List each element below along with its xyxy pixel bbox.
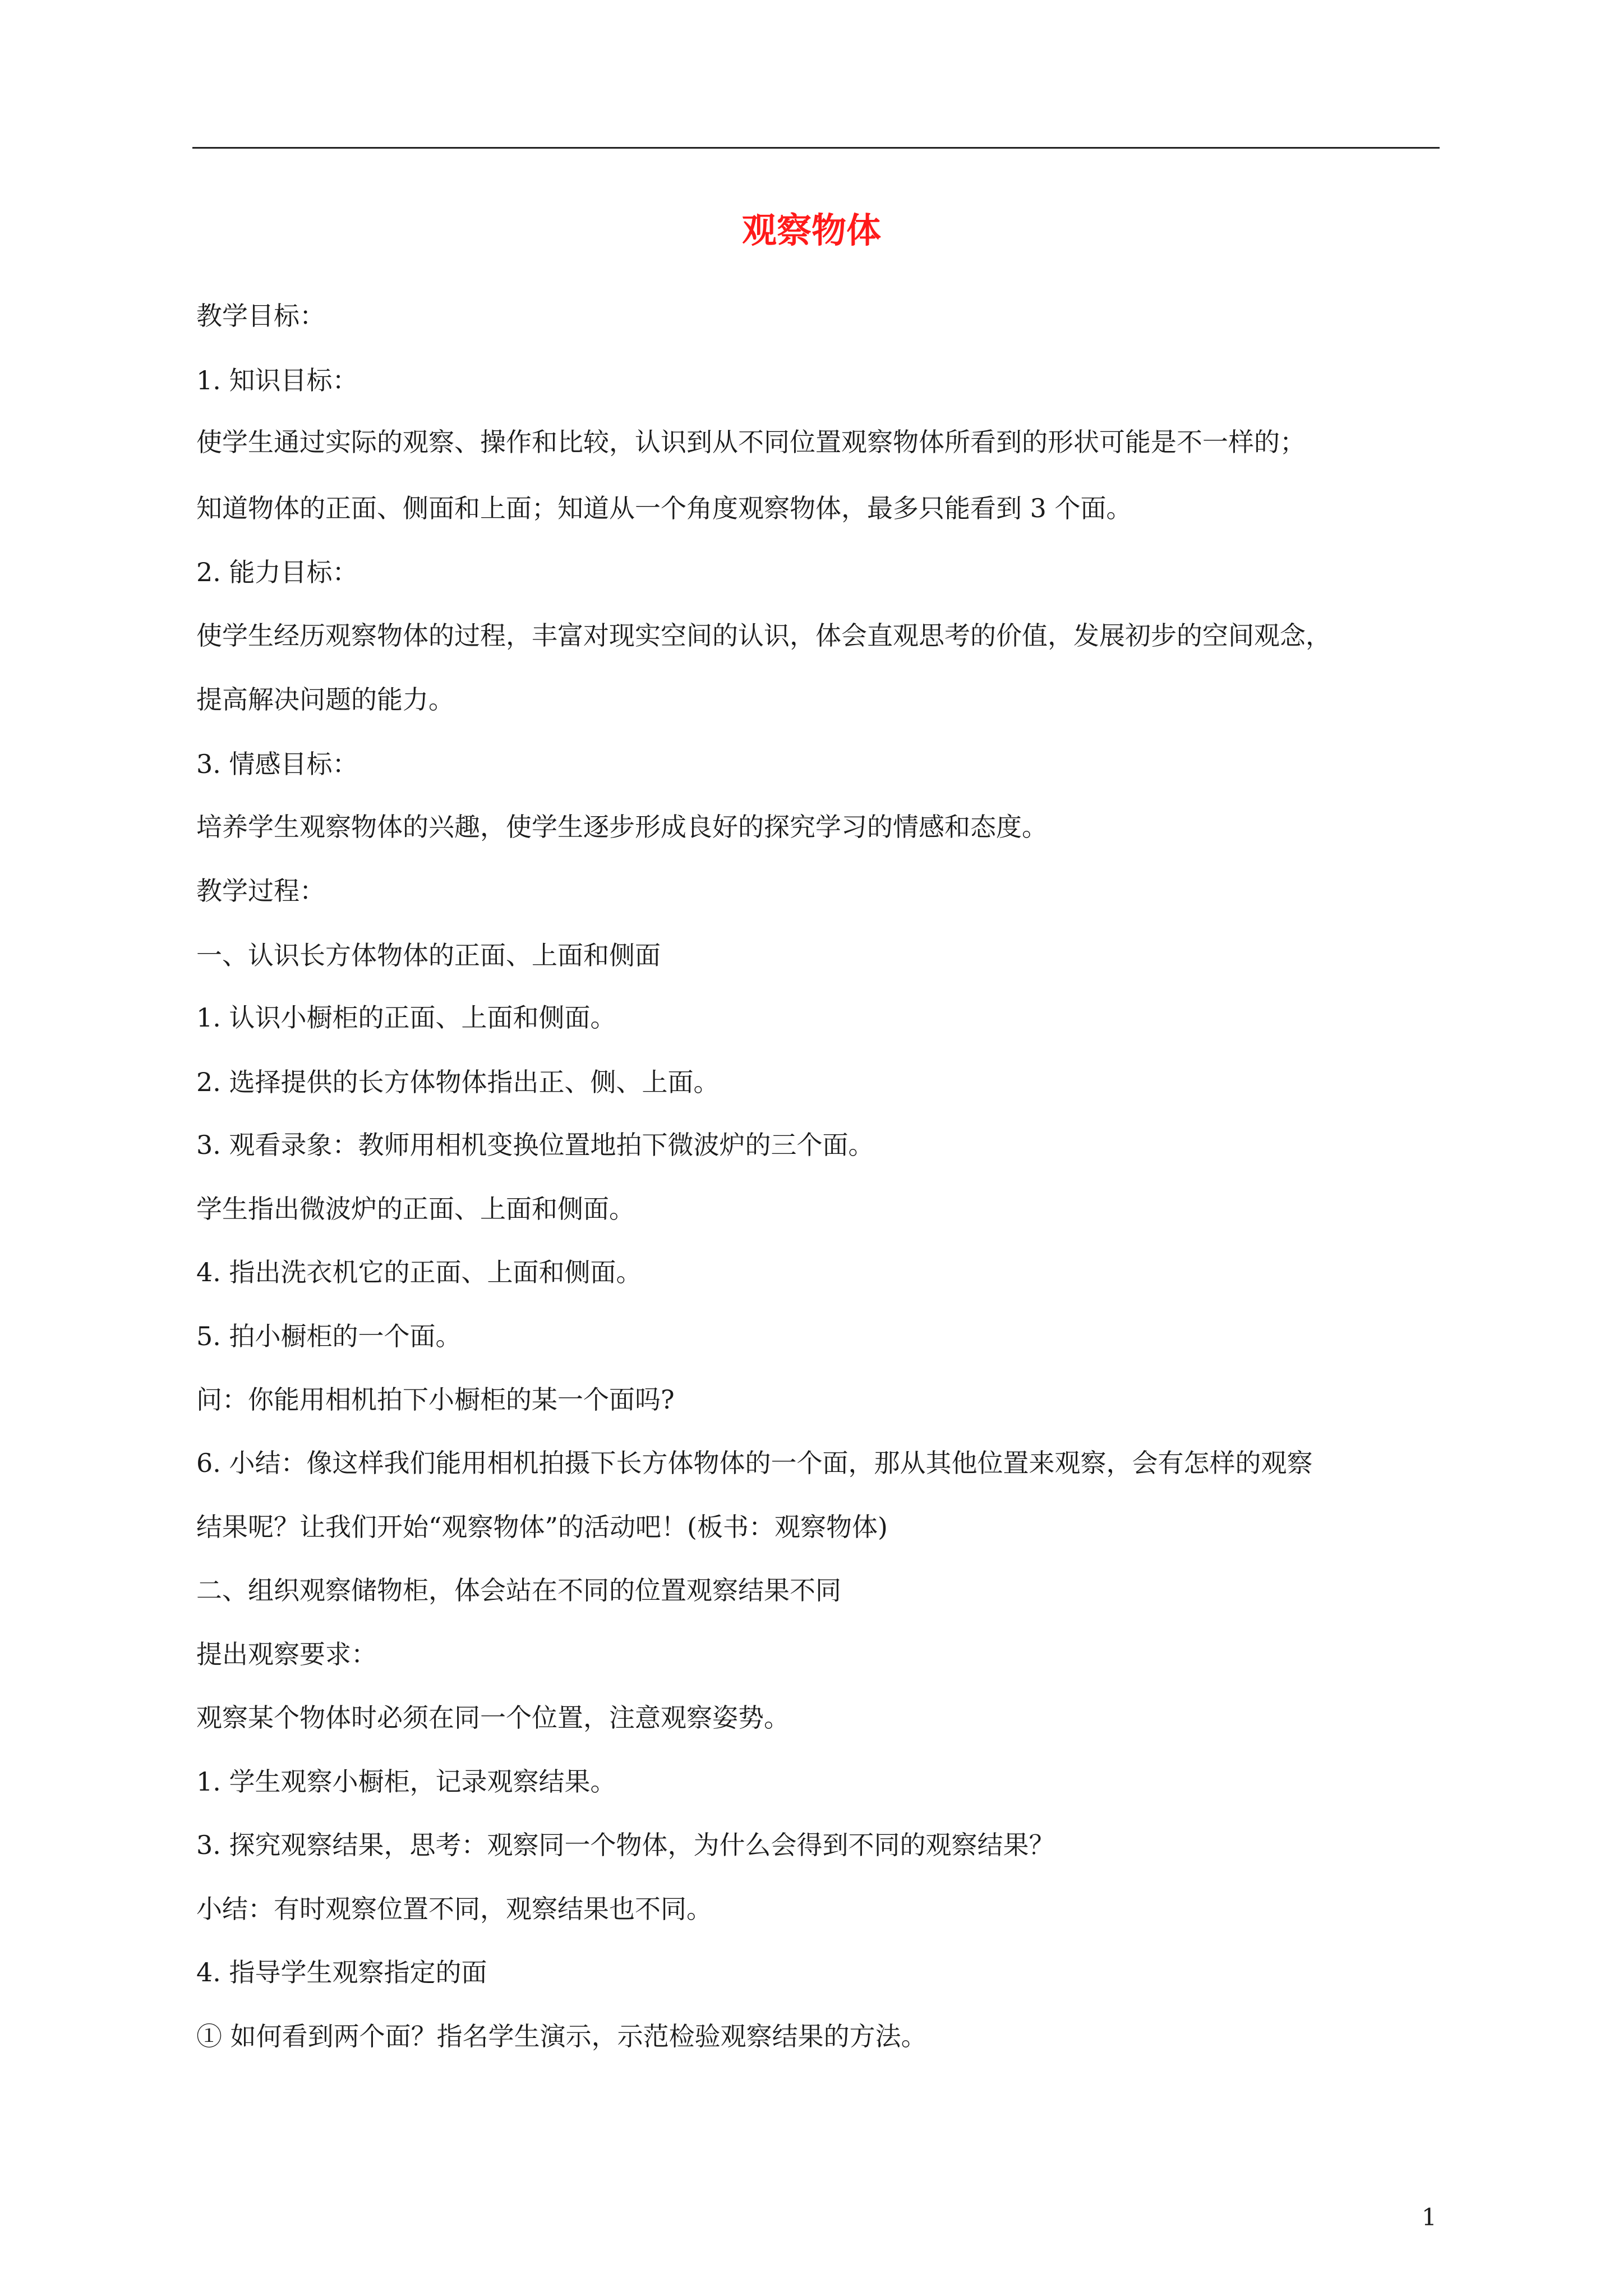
text-line: 培养学生观察物体的兴趣，使学生逐步形成良好的探究学习的情感和态度。	[196, 812, 1048, 842]
text-line: 2. 选择提供的长方体物体指出正、侧、上面。	[196, 1067, 720, 1097]
text-line: 6. 小结：像这样我们能用相机拍摄下长方体物体的一个面，那从其他位置来观察，会有怎样的观察	[196, 1448, 1313, 1478]
text-line: 结果呢？让我们开始“观察物体”的活动吧！(板书：观察物体)	[196, 1512, 888, 1542]
text-line: 问：你能用相机拍下小橱柜的某一个面吗?	[196, 1384, 675, 1415]
text-line: 4. 指出洗衣机它的正面、上面和侧面。	[196, 1257, 642, 1287]
text-line: 使学生通过实际的观察、操作和比较，认识到从不同位置观察物体所看到的形状可能是不一样的；	[196, 427, 1306, 457]
page-number: 1	[1422, 2203, 1437, 2231]
text-line: 2. 能力目标：	[196, 557, 358, 587]
text-line: 小结：有时观察位置不同，观察结果也不同。	[196, 1894, 712, 1924]
text-line: 1. 知识目标：	[196, 365, 358, 395]
text-line: 知道物体的正面、侧面和上面；知道从一个角度观察物体，最多只能看到 3 个面。	[196, 493, 1132, 523]
text-line: 1. 学生观察小橱柜，记录观察结果。	[196, 1766, 616, 1797]
text-line: 使学生经历观察物体的过程，丰富对现实空间的认识，体会直观思考的价值，发展初步的空间观念，	[196, 620, 1331, 651]
header-rule	[192, 147, 1440, 149]
text-line: 提出观察要求：	[196, 1639, 377, 1669]
text-line: 二、组织观察储物柜，体会站在不同的位置观察结果不同	[196, 1575, 841, 1605]
text-line: 1. 认识小橱柜的正面、上面和侧面。	[196, 1002, 616, 1033]
text-line: 4. 指导学生观察指定的面	[196, 1957, 487, 1987]
text-line: 3. 情感目标：	[196, 749, 358, 779]
text-line: 教学目标：	[196, 301, 325, 331]
text-line: 5. 拍小橱柜的一个面。	[196, 1321, 462, 1351]
text-line: ① 如何看到两个面？指名学生演示，示范检验观察结果的方法。	[196, 2021, 927, 2051]
text-line: 3. 探究观察结果，思考：观察同一个物体，为什么会得到不同的观察结果？	[196, 1830, 1055, 1860]
text-line: 3. 观看录象：教师用相机变换位置地拍下微波炉的三个面。	[196, 1130, 874, 1160]
document-title: 观察物体	[741, 210, 881, 251]
text-line: 提高解决问题的能力。	[196, 684, 454, 715]
text-line: 观察某个物体时必须在同一个位置，注意观察姿势。	[196, 1703, 790, 1733]
text-line: 一、认识长方体物体的正面、上面和侧面	[196, 940, 661, 970]
text-line: 学生指出微波炉的正面、上面和侧面。	[196, 1194, 635, 1224]
text-line: 教学过程：	[196, 876, 325, 906]
